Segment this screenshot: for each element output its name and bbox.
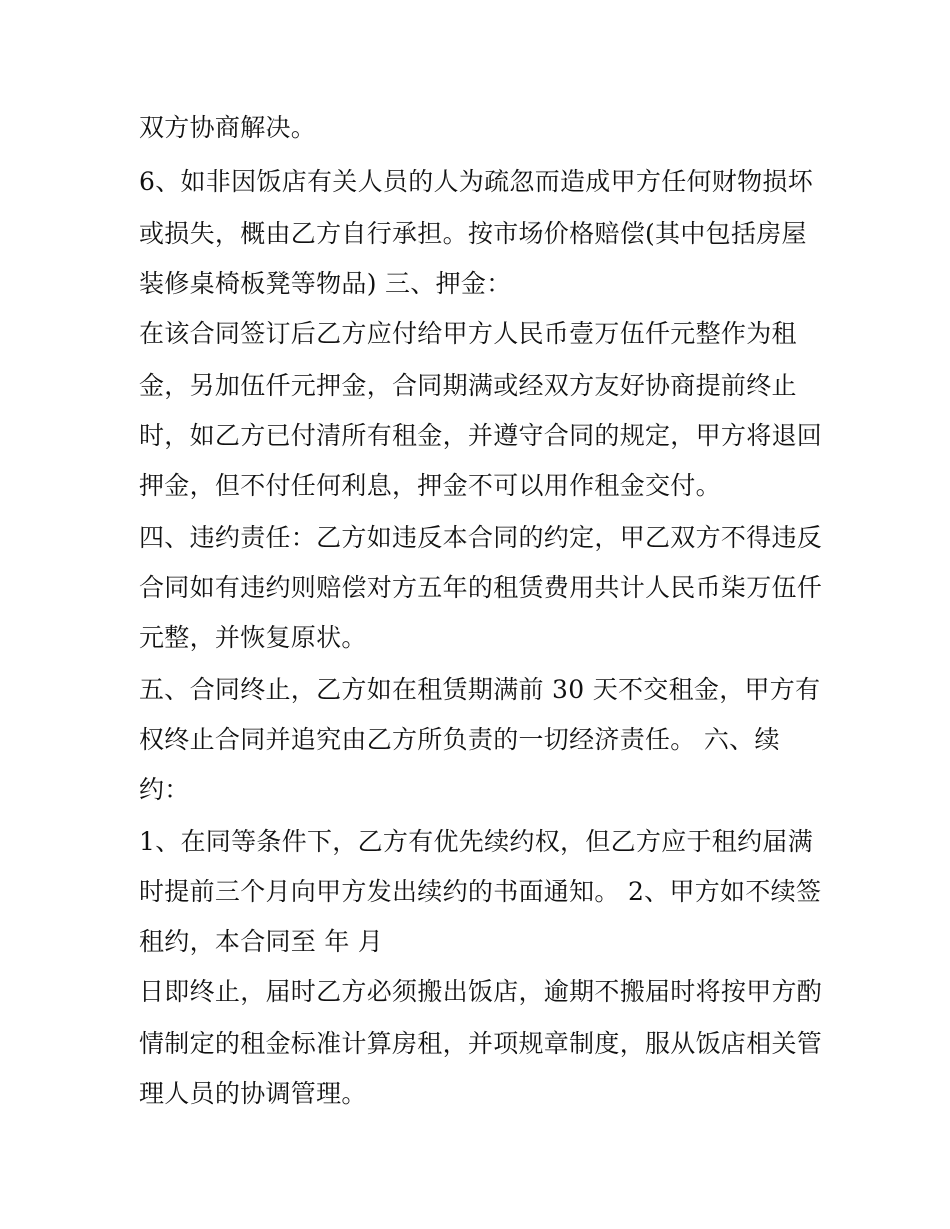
text-line: 金，另加伍仟元押金，合同期满或经双方友好协商提前终止 (139, 371, 797, 400)
text-line: 租约，本合同至 年 月 (139, 927, 384, 956)
text-line: 四、违约责任：乙方如违反本合同的约定，甲乙双方不得违反 (139, 523, 823, 552)
text-line: 理人员的协调管理。 (139, 1079, 367, 1108)
text-line: 1、在同等条件下，乙方有优先续约权，但乙方应于租约届满 (139, 827, 814, 856)
text-line: 元整，并恢复原状。 (139, 623, 367, 652)
text-line: 装修桌椅板凳等物品) 三、押金： (139, 269, 512, 298)
text-line: 押金，但不付任何利息，押金不可以用作租金交付。 (139, 471, 721, 500)
text-line: 双方协商解决。 (139, 113, 317, 142)
text-line: 或损失，概由乙方自行承担。按市场价格赔偿(其中包括房屋 (139, 219, 807, 248)
text-line: 权终止合同并追究由乙方所负责的一切经济责任。 六、续 (139, 725, 780, 754)
text-line: 时提前三个月向甲方发出续约的书面通知。 2、甲方如不续签 (139, 877, 822, 906)
text-line: 情制定的租金标准计算房租，并项规章制度，服从饭店相关管 (139, 1029, 823, 1058)
text-line: 合同如有违约则赔偿对方五年的租赁费用共计人民币柒万伍仟 (139, 573, 823, 602)
text-line: 时，如乙方已付清所有租金，并遵守合同的规定，甲方将退回 (139, 421, 823, 450)
text-line: 6、如非因饭店有关人员的人为疏忽而造成甲方任何财物损坏 (139, 167, 814, 196)
text-line: 约： (139, 775, 190, 804)
text-line: 在该合同签订后乙方应付给甲方人民币壹万伍仟元整作为租 (139, 319, 797, 348)
text-line: 日即终止，届时乙方必须搬出饭店，逾期不搬届时将按甲方酌 (139, 977, 823, 1006)
text-line: 五、合同终止，乙方如在租赁期满前 30 天不交租金，甲方有 (139, 675, 821, 704)
